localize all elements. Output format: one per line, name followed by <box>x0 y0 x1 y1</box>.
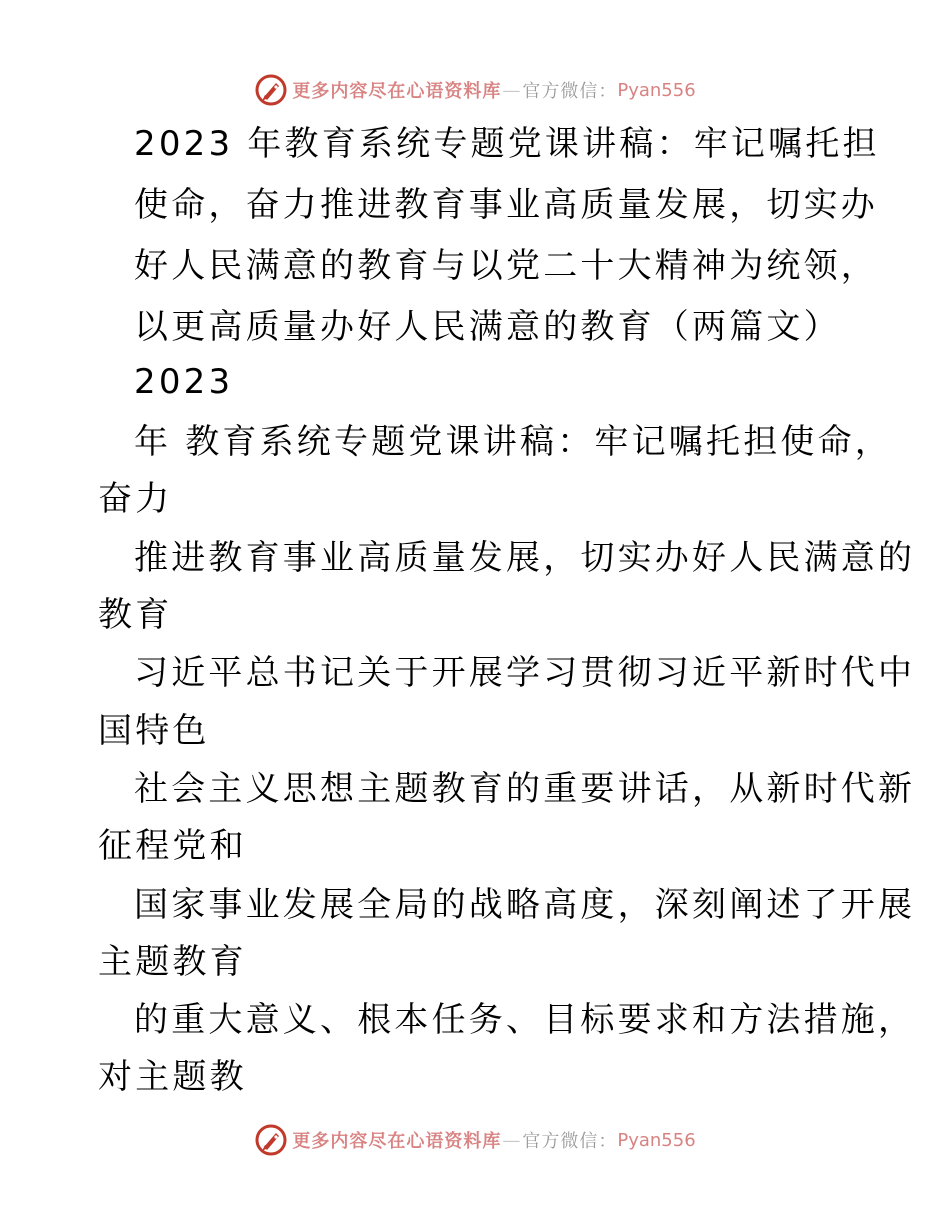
text-line: 对主题教 <box>98 1057 247 1097</box>
watermark-handle: Pyan556 <box>617 1129 696 1151</box>
text-line: 以更高质量办好人民满意的教育（两篇文） <box>134 307 841 347</box>
text-line: 2023 年教育系统专题党课讲稿：牢记嘱托担 <box>134 124 880 164</box>
pen-nib-logo-icon <box>254 1123 288 1157</box>
text-line: 社会主义思想主题教育的重要讲话，从新时代新 <box>134 769 916 809</box>
watermark-dash: — <box>502 1129 522 1151</box>
text-line: 使命，奋力推进教育事业高质量发展，切实办 <box>134 185 878 225</box>
text-line: 奋力 <box>98 479 173 519</box>
text-line: 国特色 <box>98 711 210 751</box>
text-line: 年 教育系统专题党课讲稿：牢记嘱托担使命， <box>134 422 893 462</box>
text-line: 习近平总书记关于开展学习贯彻习近平新时代中 <box>134 653 916 693</box>
watermark-wechat-label: 官方微信： <box>522 81 618 102</box>
watermark-handle: Pyan556 <box>617 79 696 101</box>
pen-nib-logo-icon <box>254 73 288 107</box>
text-line: 好人民满意的教育与以党二十大精神为统领， <box>134 246 878 286</box>
text-line: 征程党和 <box>98 826 247 866</box>
watermark-dash: — <box>502 79 522 101</box>
text-line: 2023 <box>134 362 234 402</box>
text-line: 国家事业发展全局的战略高度，深刻阐述了开展 <box>134 885 916 925</box>
text-line: 的重大意义、根本任务、目标要求和方法措施， <box>134 1000 916 1040</box>
watermark-brand-text: 更多内容尽在心语资料库 <box>292 81 502 102</box>
watermark-wechat-label: 官方微信： <box>522 1131 618 1152</box>
text-line: 主题教育 <box>98 942 247 982</box>
watermark-header <box>0 70 950 110</box>
text-line: 教育 <box>98 595 173 635</box>
watermark-footer <box>0 1120 950 1160</box>
watermark-brand-text: 更多内容尽在心语资料库 <box>292 1131 502 1152</box>
text-line: 推进教育事业高质量发展，切实办好人民满意的 <box>134 538 916 578</box>
